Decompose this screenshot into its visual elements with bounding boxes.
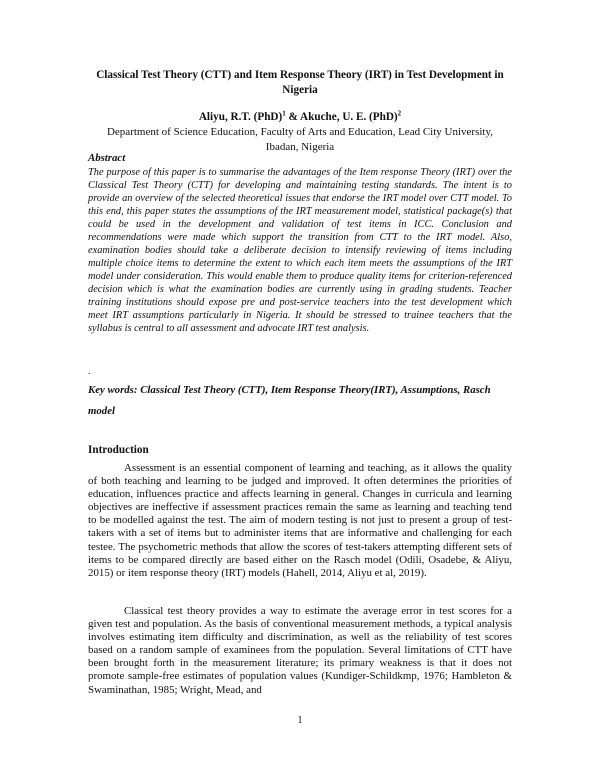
introduction-heading: Introduction xyxy=(88,444,149,456)
keywords-separator: : xyxy=(133,384,141,396)
introduction-paragraph-2: Classical test theory provides a way to estimate the average error in test scores for a given test and population. As the basis of conventional measurement methods, a typical analysis involves estimating item difficulty and discrimination, as well as the reliability of test scores based on a random sample of examinees from the population. Several limitations of CTT have been brought forth in the measurement literature; its primary weakness is that it does not promote sample-free estimates of population values (Kundiger-Schildkmp, 1976; Hambleton & Swaminathan, 1985; Wright, Mead, and xyxy=(88,605,512,696)
paper-title: Classical Test Theory (CTT) and Item Response Theory (IRT) in Test Development in Nigeria xyxy=(96,69,504,96)
author-2-affiliation-marker: 2 xyxy=(397,109,402,118)
affiliation-line-2: Ibadan, Nigeria xyxy=(265,141,335,153)
author-1: Aliyu, R.T. (PhD) xyxy=(198,111,283,123)
abstract-heading: Abstract xyxy=(88,152,126,164)
affiliation xyxy=(88,125,512,155)
introduction-paragraph-1: Assessment is an essential component of learning and teaching, as it allows the quality of both teaching and learning to be judged and improved. It often determines the priorities of education, influences practice and affects learning in general. Changes in curricula and learning objectives are ineffective if assessment practices remain the same as learning and teaching tend to be modelled against the test. The aim of modern testing is not just to present a group of test-takers with a set of items but to administer items that are informative and challenging for each testee. The psychometric methods that allow the scores of test-takers attempting different sets of items to be compared directly are based either on the Rasch model (Odili, Osadebe, & Aliyu, 2015) or item response theory (IRT) models (Hahell, 2014, Aliyu et al, 2019). xyxy=(88,462,512,579)
page-number: 1 xyxy=(297,715,303,726)
abstract-trailing-dot: . xyxy=(88,366,91,377)
author-line xyxy=(88,110,512,124)
keywords xyxy=(88,380,512,422)
author-joiner: & xyxy=(285,111,301,123)
affiliation-line-1: Department of Science Education, Faculty of Arts and Education, Lead City University, xyxy=(106,126,493,138)
keywords-list: Classical Test Theory (CTT), Item Response Theory(IRT), Assumptions, Rasch model xyxy=(88,384,491,417)
author-2: Akuche, U. E. (PhD) xyxy=(300,111,398,123)
author-1-affiliation-marker: 1 xyxy=(282,109,286,118)
keywords-label: Key words xyxy=(88,384,134,396)
abstract-text: The purpose of this paper is to summarise the advantages of the Item response Theory (IRT) over the Classical Test Theory (CTT) for developing and maintaining testing standards. The intent is to provide an overview of the selected theoretical issues that endorse the IRT model over CTT model. To this end, this paper states the assumptions of the IRT measurement model, statistical package(s) that could be used in the development and validation of test items in ICC. Conclusion and recommendations were made which support the transition from CTT to the IRT model. Also, examination bodies should take a deliberate decision to intensify reviewing of items including multiple choice items to determine the extent to which each item meets the assumptions of the IRT model under consideration. This would enable them to produce quality items for criterion-referenced decision which is what the examination bodies are currently using in grading students. Teacher training institutions should expose pre and post-service teachers into the test development which meet IRT assumptions particularly in Nigeria. It should be stressed to trainee teachers that the syllabus is central to all assessment and advocate IRT test analysis. xyxy=(88,167,512,334)
